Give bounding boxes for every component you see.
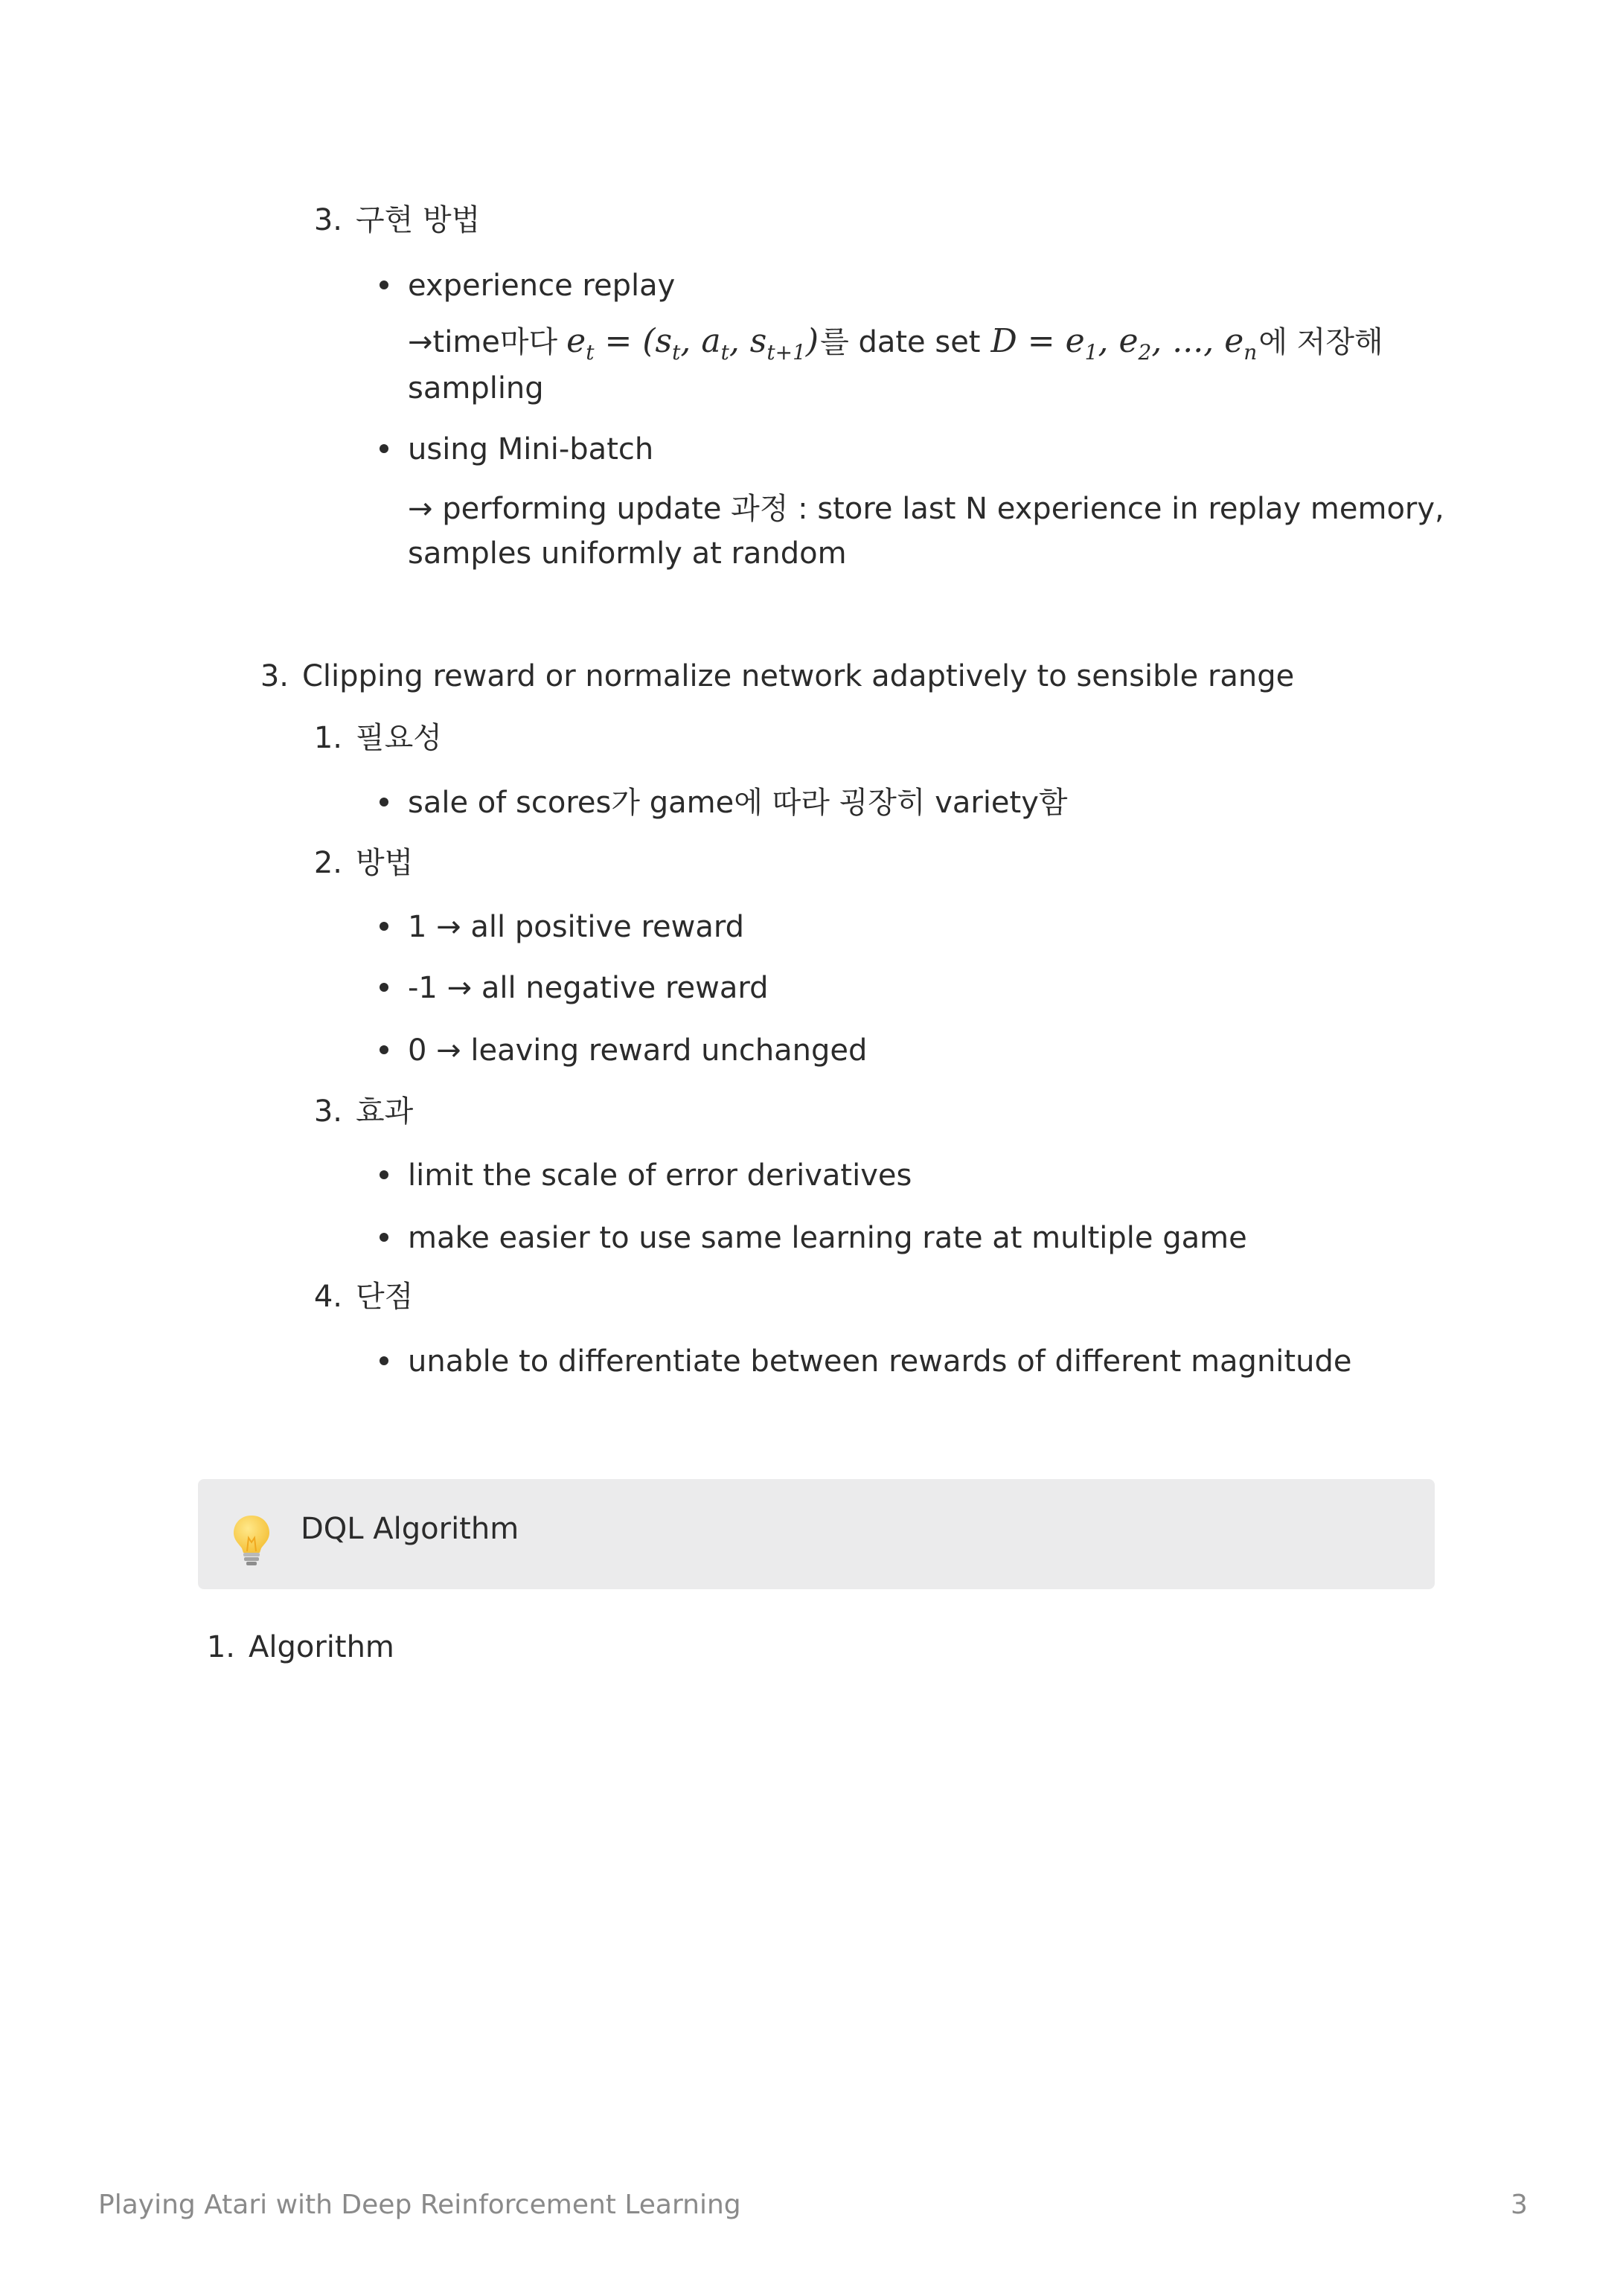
list-item-mini-batch: using Mini-batch	[408, 432, 654, 466]
list-number: 1.	[313, 721, 342, 755]
list-item-drawback: unable to differentiate between rewards of different magnitude	[408, 1344, 1352, 1379]
replay-math-experience: $e_t = (s_t$, $a_t$, $s_{t+1}$)	[566, 322, 819, 365]
bullet	[380, 444, 388, 453]
replay-description-line-1	[408, 322, 1383, 365]
list-item-effect: make easier to use same learning rate at multiple game	[408, 1221, 1247, 1255]
footer-page-number: 3	[1511, 2190, 1528, 2220]
list-number: 4.	[313, 1280, 342, 1314]
replay-math-dataset: $D = e_1$, $e_2$, ..., $e_n$	[990, 322, 1258, 365]
minibatch-description-line-1: → performing update 과정 : store last N experience in replay memory,	[408, 492, 1444, 526]
replay-suffix-text: 에 저장해	[1258, 325, 1383, 359]
list-item-effect: limit the scale of error derivatives	[408, 1158, 912, 1193]
list-item-method: 0 → leaving reward unchanged	[408, 1033, 868, 1068]
list-number: 3.	[260, 659, 289, 693]
replay-mid-text: 를 date set	[820, 325, 981, 359]
list-number: 3.	[313, 203, 342, 237]
bullet	[380, 983, 388, 992]
bullet	[380, 1356, 388, 1365]
subheading-effect: 효과	[356, 1094, 414, 1129]
list-number: 1.	[206, 1630, 235, 1664]
list-item-method: 1 → all positive reward	[408, 910, 744, 944]
list-item-necessity: sale of scores가 game에 따라 굉장히 variety함	[408, 786, 1068, 820]
list-item-experience-replay: experience replay	[408, 269, 676, 303]
bullet	[380, 1045, 388, 1054]
footer-document-title: Playing Atari with Deep Reinforcement Learning	[98, 2190, 741, 2220]
bullet	[380, 798, 388, 807]
section-heading-clipping-reward: Clipping reward or normalize network adaptively to sensible range	[302, 659, 1295, 693]
section-heading-algorithm: Algorithm	[249, 1630, 394, 1664]
bullet	[380, 922, 388, 931]
subheading-drawback: 단점	[356, 1280, 414, 1314]
bullet	[380, 1170, 388, 1179]
replay-prefix-text: →time마다	[408, 325, 558, 359]
minibatch-description-line-2: samples uniformly at random	[408, 536, 847, 571]
subheading-necessity: 필요성	[356, 721, 442, 755]
bullet	[380, 280, 388, 289]
replay-description-line-2: sampling	[408, 371, 544, 405]
bullet	[380, 1233, 388, 1242]
list-number: 3.	[313, 1094, 342, 1129]
callout-text: DQL Algorithm	[301, 1512, 519, 1546]
list-number: 2.	[313, 846, 342, 880]
section-heading-implementation: 구현 방법	[356, 203, 481, 237]
subheading-method: 방법	[356, 846, 414, 880]
list-item-method: -1 → all negative reward	[408, 971, 769, 1005]
lightbulb-icon	[231, 1514, 272, 1566]
